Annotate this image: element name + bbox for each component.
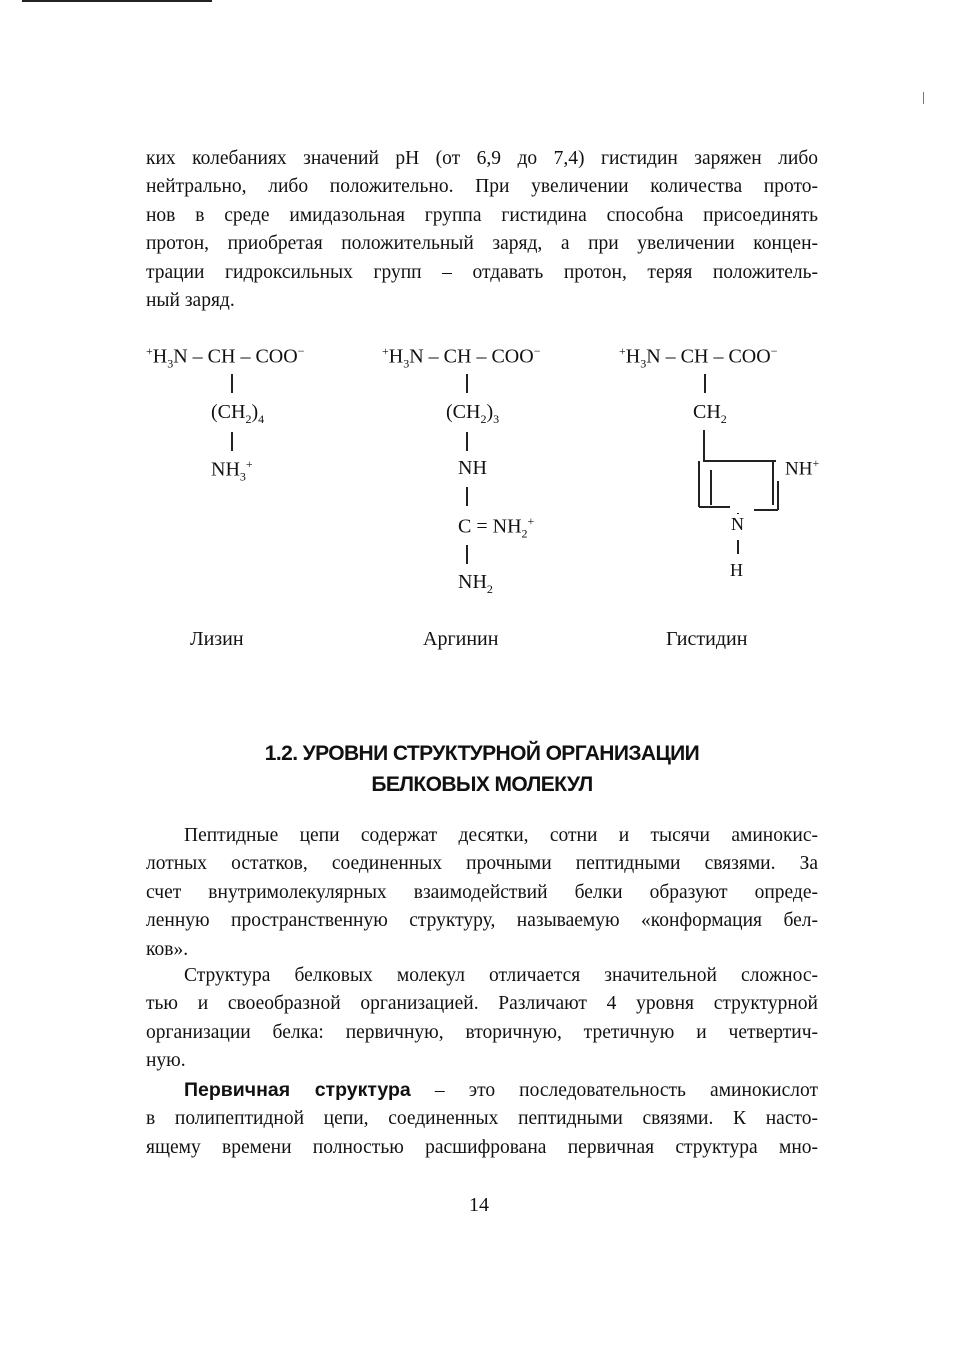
term-primary-structure: Первичная структура <box>184 1079 411 1101</box>
text-line: нейтрально, либо положительно. При увеличении количества прото- <box>146 176 818 198</box>
bond-line <box>466 487 468 506</box>
text-line: тью и своеобразной организацией. Различают 4 уровня структурной <box>146 993 818 1015</box>
histidine-ring-n: N <box>731 514 744 534</box>
bond-line <box>466 545 468 564</box>
text-line: нов в среде имидазольная группа гистидина способна присоединять <box>146 204 818 226</box>
intro-paragraph <box>146 145 818 315</box>
lysine-chain: $(CH_2)_4$ <box>211 401 265 426</box>
histidine-ch2: $CH_2$ <box>693 401 727 426</box>
section-heading <box>146 738 818 800</box>
histidine-head: $^+H_3N$ – CH – COO− <box>619 344 778 371</box>
text-line: ленную пространственную структуру, называемую «конформация бел- <box>146 910 818 932</box>
lysine-head: $^+H_3N$ – CH – COO− <box>146 344 305 371</box>
histidine-ring-nh: NH+ <box>785 456 820 480</box>
margin-mark <box>923 92 924 104</box>
page-number: 14 <box>469 1194 489 1216</box>
heading-line: БЕЛКОВЫХ МОЛЕКУЛ <box>371 773 593 796</box>
text-fragment: – это последовательность аминокислот <box>410 1080 818 1101</box>
text-line: организации белка: первичную, вторичную, третичную и четвертич- <box>146 1021 818 1043</box>
heading-line: 1.2. УРОВНИ СТРУКТУРНОЙ ОРГАНИЗАЦИИ <box>264 742 700 765</box>
text-line: ную. <box>146 1050 186 1072</box>
bond-line <box>737 540 739 554</box>
arginine-chain: $(CH_2)_3$ <box>446 401 500 426</box>
lysine-caption: Лизин <box>190 628 244 650</box>
text-line: ящему времени полностью расшифрована первичная структура мно- <box>146 1136 818 1158</box>
text-line: Структура белковых молекул отличается значительной сложнос- <box>184 965 818 986</box>
text-line: счет внутримолекулярных взаимодействий белки образуют опреде- <box>146 881 818 903</box>
text-line <box>146 1076 818 1105</box>
paragraph-primary-structure <box>146 1076 818 1162</box>
text-line: ких колебаниях значений рН (от 6,9 до 7,4) гистидин заряжен либо <box>146 148 818 169</box>
lysine-amino: $NH_3^+$ <box>211 457 253 484</box>
imidazole-ring-lines <box>690 425 830 540</box>
bond-line <box>466 432 468 451</box>
text-line: ный заряд. <box>146 290 235 312</box>
text-line: Пептидные цепи содержат десятки, сотни и тысячи аминокис- <box>184 825 818 846</box>
bond-line <box>704 374 706 393</box>
bond-line <box>231 432 233 451</box>
text-line: ков». <box>146 938 189 960</box>
histidine-ring-h: H <box>730 560 743 580</box>
histidine-caption: Гистидин <box>666 628 748 650</box>
text-line: в полипептидной цепи, соединенных пептидными связями. К насто- <box>146 1108 818 1130</box>
text-line: протон, приобретая положительный заряд, а при увеличении концен- <box>146 233 818 255</box>
arginine-amino: $NH_2$ <box>458 571 493 596</box>
arginine-nh: NH <box>458 457 487 479</box>
text-line: трации гидроксильных групп – отдавать протон, теряя положитель- <box>146 261 818 283</box>
arginine-guanidine: $C = NH_2^+$ <box>458 514 535 541</box>
arginine-head: $^+H_3N$ – CH – COO− <box>382 344 541 371</box>
arginine-caption: Аргинин <box>423 628 499 650</box>
text-line: лотных остатков, соединенных прочными пептидными связями. За <box>146 853 818 875</box>
bond-line <box>231 374 233 393</box>
paragraph-structure-levels <box>146 962 818 1076</box>
bond-line <box>466 374 468 393</box>
paragraph-peptide-chains <box>146 822 818 964</box>
top-rule <box>22 0 212 2</box>
